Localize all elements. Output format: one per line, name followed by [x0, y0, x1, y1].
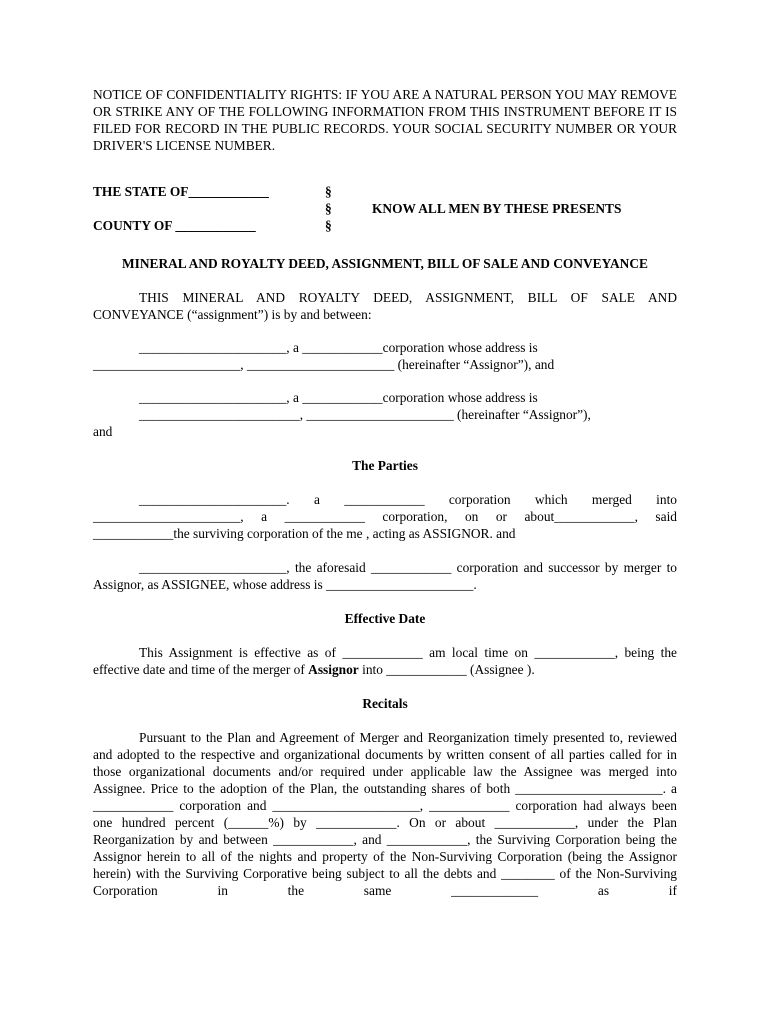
- party-line: ______________________, a ____________corporation whose address is: [139, 340, 538, 355]
- parties-paragraph: ______________________, the aforesaid ____________ corporation and successor by merger to Assignor, as ASSIGNEE, whose address is ______________________.: [93, 560, 677, 592]
- venue-caption: [93, 184, 677, 236]
- party-line: ______________________, ______________________ (hereinafter “Assignor”), and: [93, 357, 555, 372]
- know-all-men-line: KNOW ALL MEN BY THESE PRESENTS: [372, 201, 622, 216]
- section-heading-parties: The Parties: [352, 458, 418, 473]
- intro-paragraph: THIS MINERAL AND ROYALTY DEED, ASSIGNMENT, BILL OF SALE AND CONVEYANCE (“assignment”) is by and between:: [93, 290, 677, 322]
- confidentiality-notice: NOTICE OF CONFIDENTIALITY RIGHTS: IF YOU ARE A NATURAL PERSON YOU MAY REMOVE OR STRIKE ANY OF THE FOLLOWING INFORMATION FROM THIS INSTRUMENT BEFORE IT IS FILED FOR RECORD IN THE PUBLIC RECORDS. YOUR SOCIAL SECURITY NUMBER OR YOUR DRIVER'S LICENSE NUMBER.: [93, 87, 677, 153]
- section-mark: §: [325, 201, 332, 216]
- assignor-term: Assignor: [308, 662, 359, 677]
- party-line: and: [93, 424, 113, 439]
- state-line: THE STATE OF____________: [93, 184, 269, 199]
- effective-text: This Assignment is effective as of ____________ am local time on ____________, being the effective date and time of the merger of: [93, 645, 677, 677]
- section-heading-recitals: Recitals: [362, 696, 408, 711]
- county-line: COUNTY OF ____________: [93, 218, 256, 233]
- party-line: ________________________, ______________________ (hereinafter “Assignor”),: [139, 407, 591, 422]
- section-mark: §: [325, 218, 332, 233]
- party-line: ______________________, a ____________corporation whose address is: [139, 390, 538, 405]
- effective-date-paragraph: [93, 644, 677, 678]
- recitals-paragraph: Pursuant to the Plan and Agreement of Merger and Reorganization timely presented to, reviewed and adopted to the respective and organizational documents by written consent of all parties called for in those organizational documents and/or required under applicable law the Assignee was merged into Assignee. Price to the adoption of the Plan, the outstanding shares of both ______________________. a ____________ corporation and ______________________, ____________ corporation had always been one hundred percent (______%) by ____________. On or about ____________, under the Plan Reorganization by and between ____________, and ____________, the Surviving Corporation being the Assignor herein to all of the nights and property of the Non-Surviving Corporation (being the Assignor herein) with the Surviving Corporative being subject to all the debts and ________ of the Non-Surviving Corporation in the same _____________ as if: [93, 730, 677, 898]
- section-heading-effective-date: Effective Date: [344, 611, 426, 626]
- party-block-1: [93, 339, 677, 373]
- document-title: MINERAL AND ROYALTY DEED, ASSIGNMENT, BILL OF SALE AND CONVEYANCE: [122, 256, 648, 271]
- section-mark: §: [325, 184, 332, 199]
- effective-text: into ____________ (Assignee ).: [358, 662, 535, 677]
- party-block-2: [93, 389, 677, 440]
- parties-paragraph: ______________________. a ____________ corporation which merged into ______________________, a ____________ corporation, on or about____________, said ____________the surviving corporation of the me , acting as ASSIGNOR. and: [93, 492, 677, 541]
